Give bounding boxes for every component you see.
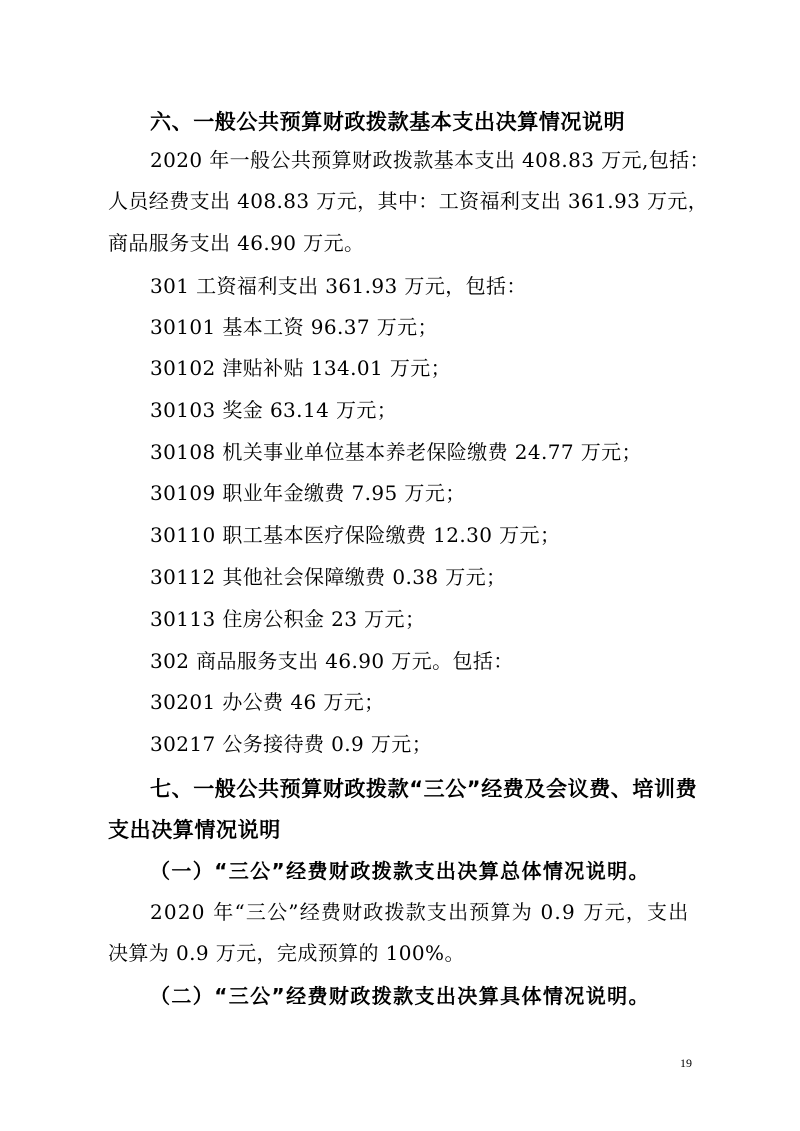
- paragraph-line: 商品服务支出 46.90 万元。: [108, 231, 365, 255]
- section-heading-basic-expenditure: 六、一般公共预算财政拨款基本支出决算情况说明: [150, 110, 626, 134]
- page-number: 19: [680, 1056, 692, 1070]
- paragraph-line: 决算为 0.9 万元，完成预算的 100%。: [108, 941, 465, 965]
- section-heading-three-public: 七、一般公共预算财政拨款“三公”经费及会议费、培训费: [150, 777, 698, 801]
- list-item: 30101 基本工资 96.37 万元；: [150, 315, 438, 339]
- list-item-category: 301 工资福利支出 361.93 万元，包括：: [150, 274, 527, 298]
- subsection-heading: （一）“三公”经费财政拨款支出决算总体情况说明。: [150, 859, 650, 883]
- list-item: 30102 津贴补贴 134.01 万元；: [150, 356, 452, 380]
- list-item-category: 302 商品服务支出 46.90 万元。包括：: [150, 649, 514, 673]
- paragraph-line: 人员经费支出 408.83 万元，其中：工资福利支出 361.93 万元，: [108, 189, 709, 213]
- list-item: 30201 办公费 46 万元；: [150, 690, 385, 714]
- list-item: 30217 公务接待费 0.9 万元；: [150, 732, 433, 756]
- paragraph-line: 2020 年“三公”经费财政拨款支出预算为 0.9 万元，支出: [150, 900, 690, 924]
- list-item: 30109 职业年金缴费 7.95 万元；: [150, 481, 466, 505]
- list-item: 30113 住房公积金 23 万元；: [150, 607, 426, 631]
- list-item: 30110 职工基本医疗保险缴费 12.30 万元；: [150, 523, 561, 547]
- list-item: 30108 机关事业单位基本养老保险缴费 24.77 万元；: [150, 440, 642, 464]
- section-heading-continuation: 支出决算情况说明: [108, 818, 281, 842]
- list-item: 30112 其他社会保障缴费 0.38 万元；: [150, 565, 507, 589]
- list-item: 30103 奖金 63.14 万元；: [150, 398, 398, 422]
- subsection-heading: （二）“三公”经费财政拨款支出决算具体情况说明。: [150, 984, 650, 1008]
- paragraph-line: 2020 年一般公共预算财政拨款基本支出 408.83 万元,包括：: [150, 148, 710, 172]
